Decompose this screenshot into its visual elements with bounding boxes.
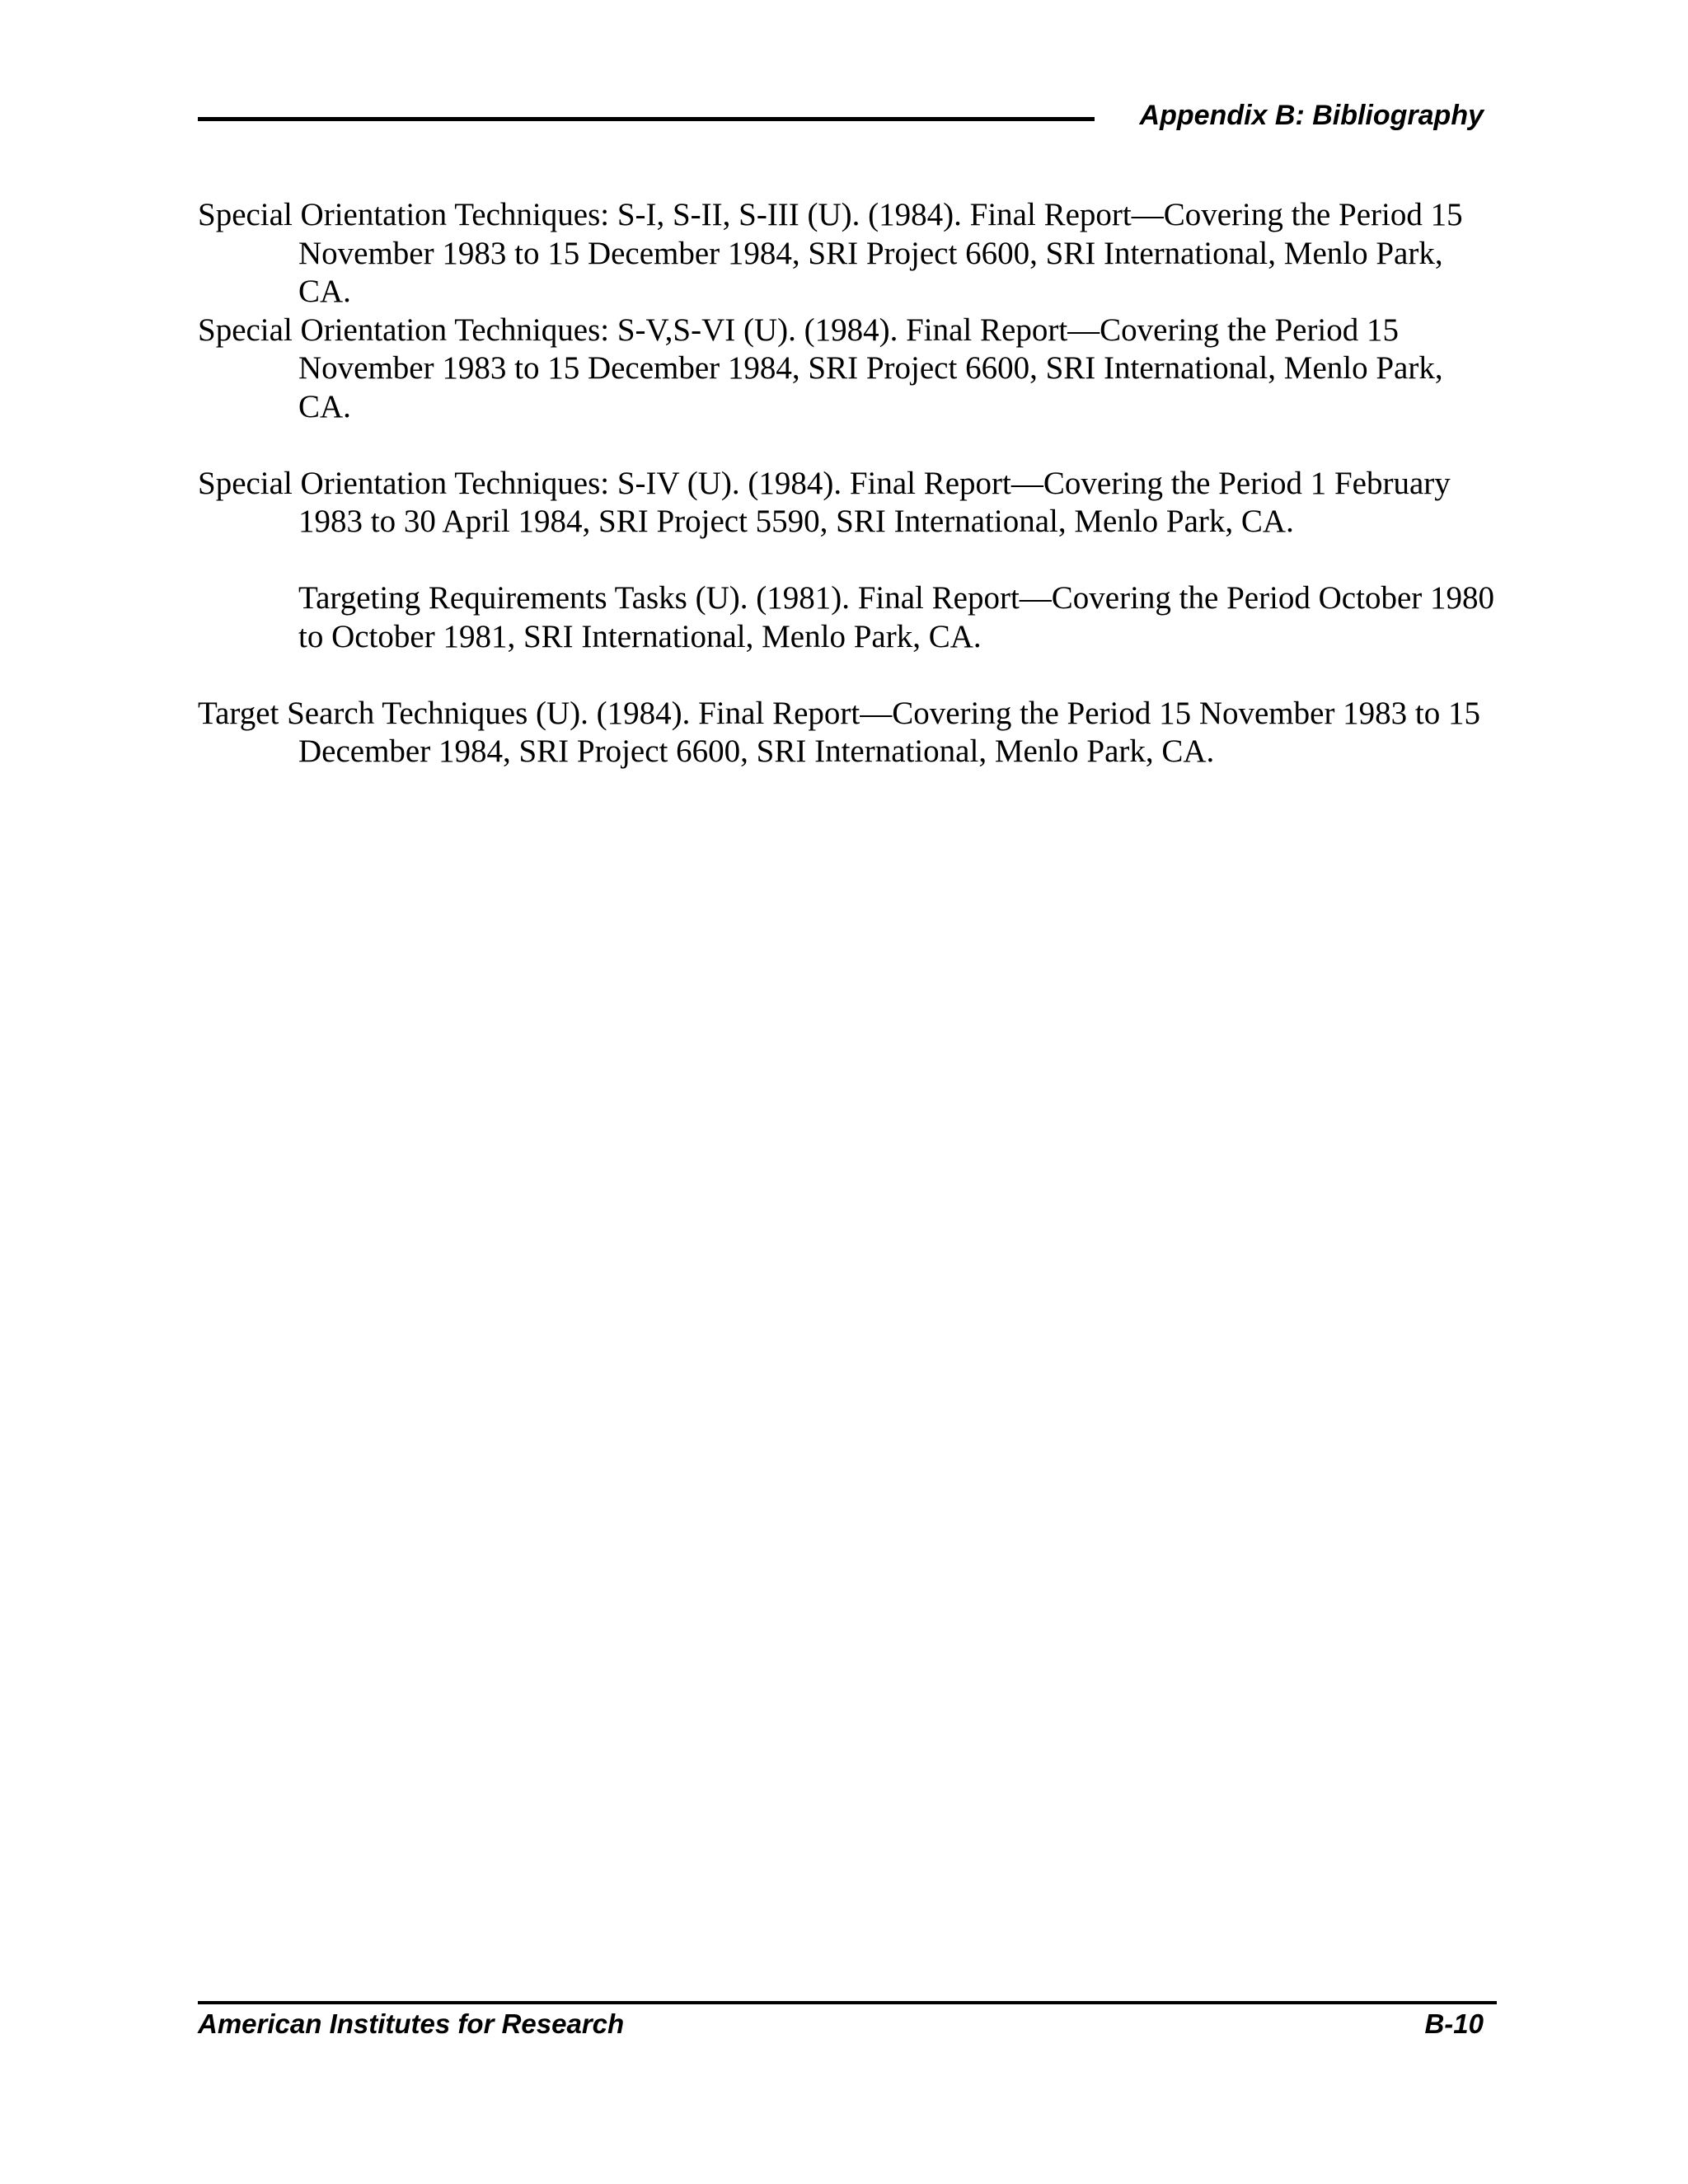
bibliography-entry: Special Orientation Techniques: S-V,S-VI (U). (1984). Final Report—Covering the Period 15 November 1983 to 15 December 1984, SRI Project 6600, SRI International, Menlo Park, CA. bbox=[198, 312, 1443, 424]
bibliography-entry: Special Orientation Techniques: S-I, S-II, S-III (U). (1984). Final Report—Covering the Period 15 November 1983 to 15 December 1984, SRI Project 6600, SRI International, Menlo Park, CA. bbox=[198, 197, 1463, 309]
bibliography-entry: Special Orientation Techniques: S-IV (U). (1984). Final Report—Covering the Period 1 February 1983 to 30 April 1984, SRI Project 5590, SRI International, Menlo Park, CA. bbox=[198, 465, 1451, 539]
footer-organization: American Institutes for Research bbox=[198, 2008, 625, 2039]
section-title: Appendix B: Bibliography bbox=[1139, 100, 1484, 131]
spacer bbox=[198, 426, 1500, 465]
bibliography-list bbox=[198, 196, 1500, 771]
spacer bbox=[198, 541, 1500, 580]
footer-rule bbox=[198, 2001, 1497, 2004]
bibliography-entry: Target Search Techniques (U). (1984). Final Report—Covering the Period 15 November 1983 to 15 December 1984, SRI Project 6600, SRI International, Menlo Park, CA. bbox=[198, 695, 1481, 769]
page-number: B-10 bbox=[1424, 2008, 1484, 2039]
spacer bbox=[198, 656, 1500, 695]
header-rule bbox=[198, 117, 1095, 121]
bibliography-entry: Targeting Requirements Tasks (U). (1981). Final Report—Covering the Period October 1980 to October 1981, SRI International, Menlo Park, CA. bbox=[298, 580, 1494, 654]
